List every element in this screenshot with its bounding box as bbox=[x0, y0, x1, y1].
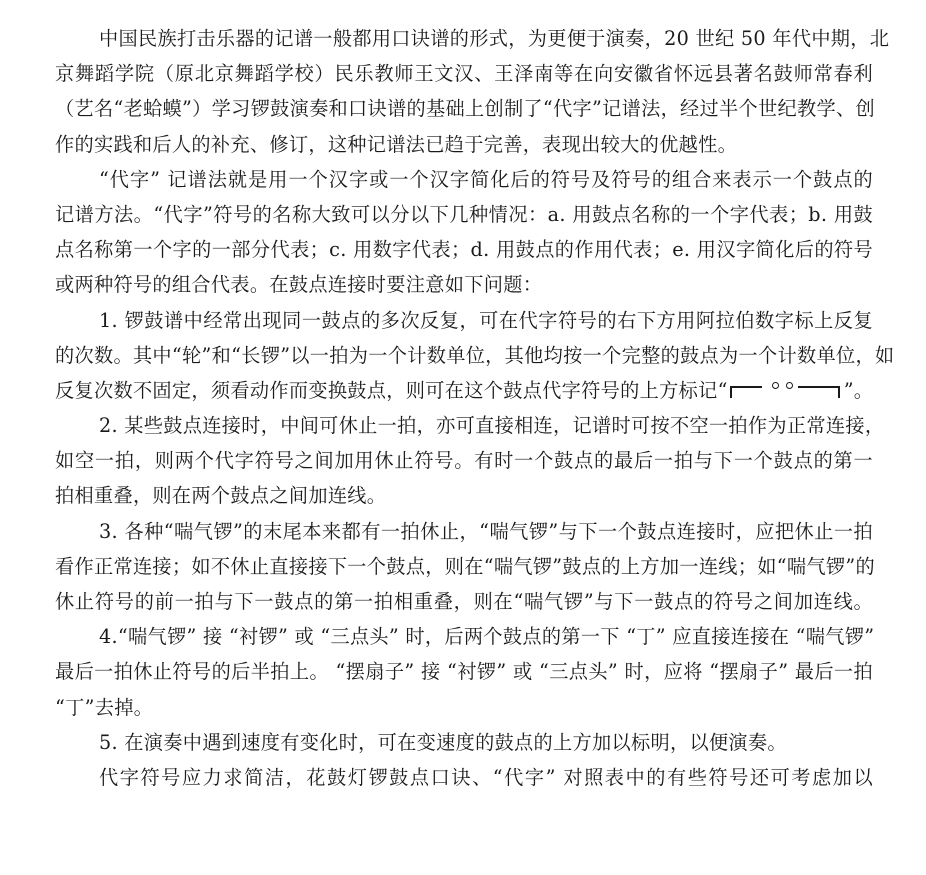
text-line: 休止符号的前一拍与下一鼓点的第一拍相重叠，则在“喘气锣”与下一鼓点的符号之间加连线。 bbox=[55, 590, 873, 613]
text-line: 1. 锣鼓谱中经常出现同一鼓点的多次反复，可在代字符号的右下方用阿拉伯数字标上反复 bbox=[99, 308, 873, 332]
document-page bbox=[55, 21, 895, 795]
text-line-with-symbol bbox=[55, 373, 873, 408]
list-item-1 bbox=[55, 303, 895, 409]
text-line: “丁”去掉。 bbox=[55, 695, 154, 719]
text-line: 京舞蹈学院（原北京舞蹈学校）民乐教师王文汉、王泽南等在向安徽省怀远县著名鼓师常春利 bbox=[55, 62, 873, 86]
paragraph-intro bbox=[55, 21, 890, 162]
text-line: 点名称第一个字的一部分代表；c. 用数字代表；d. 用鼓点的作用代表；e. 用汉字简化后的符号 bbox=[55, 238, 873, 262]
text-line: 2. 某些鼓点连接时，中间可休止一拍，亦可直接相连，记谱时可按不空一拍作为正常连接， bbox=[99, 414, 885, 438]
text-line: 的次数。其中“轮”和“长锣”以一拍为一个计数单位，其他均按一个完整的鼓点为一个计数单位，如 bbox=[55, 343, 895, 367]
text-line: 看作正常连接；如不休止直接接下一个鼓点，则在“喘气锣”鼓点的上方加一连线；如“喘气锣”的 bbox=[55, 554, 875, 578]
paragraph-closing bbox=[55, 760, 873, 795]
text-line: 记谱方法。“代字”符号的名称大致可以分以下几种情况：a. 用鼓点名称的一个字代表；b. 用鼓 bbox=[55, 202, 873, 226]
list-item-5 bbox=[55, 725, 873, 760]
text-line: 3. 各种“喘气锣”的末尾本来都有一拍休止，“喘气锣”与下一个鼓点连接时，应把休止一拍 bbox=[99, 519, 873, 543]
paragraph-definition bbox=[55, 162, 873, 303]
list-item-2 bbox=[55, 408, 885, 514]
text-line: 作的实践和后人的补充、修订，这种记谱法已趋于完善，表现出较大的优越性。 bbox=[55, 132, 738, 156]
text-line: 中国民族打击乐器的记谱一般都用口诀谱的形式，为更便于演奏，20 世纪 50 年代中期，北 bbox=[99, 27, 890, 50]
text-segment: 反复次数不固定，须看动作而变换鼓点，则可在这个鼓点代字符号的上方标记“ bbox=[55, 378, 728, 402]
text-line: “代字” 记谱法就是用一个汉字或一个汉字简化后的符号及符号的组合来表示一个鼓点的 bbox=[99, 167, 873, 191]
text-line: （艺名“老蛤蟆”）学习锣鼓演奏和口诀谱的基础上创制了“代字”记谱法，经过半个世纪教学、创 bbox=[55, 97, 875, 121]
text-line: 4.“喘气锣” 接 “衬锣” 或 “三点头” 时，后两个鼓点的第一下 “丁” 应直接连接在 “喘气锣” bbox=[99, 625, 875, 649]
text-line: 或两种符号的组合代表。在鼓点连接时要注意如下问题： bbox=[55, 273, 543, 297]
text-line: 拍相重叠，则在两个鼓点之间加连线。 bbox=[55, 484, 387, 508]
text-line: 如空一拍，则两个代字符号之间加用休止符号。有时一个鼓点的最后一拍与下一个鼓点的第一 bbox=[55, 449, 873, 473]
list-item-4 bbox=[55, 619, 873, 725]
text-line: 5. 在演奏中遇到速度有变化时，可在变速度的鼓点的上方加以标明，以便演奏。 bbox=[99, 730, 787, 754]
repeat-bracket-symbol-icon bbox=[730, 382, 842, 398]
text-line: 代字符号应力求简洁，花鼓灯锣鼓点口诀、“代字” 对照表中的有些符号还可考虑加以 bbox=[99, 765, 873, 789]
list-item-3 bbox=[55, 514, 873, 620]
text-line: 最后一拍休止符号的后半拍上。 “摆扇子” 接 “衬锣” 或 “三点头” 时，应将 “摆扇子” 最后一拍 bbox=[55, 660, 873, 684]
text-segment: ”。 bbox=[843, 378, 874, 402]
